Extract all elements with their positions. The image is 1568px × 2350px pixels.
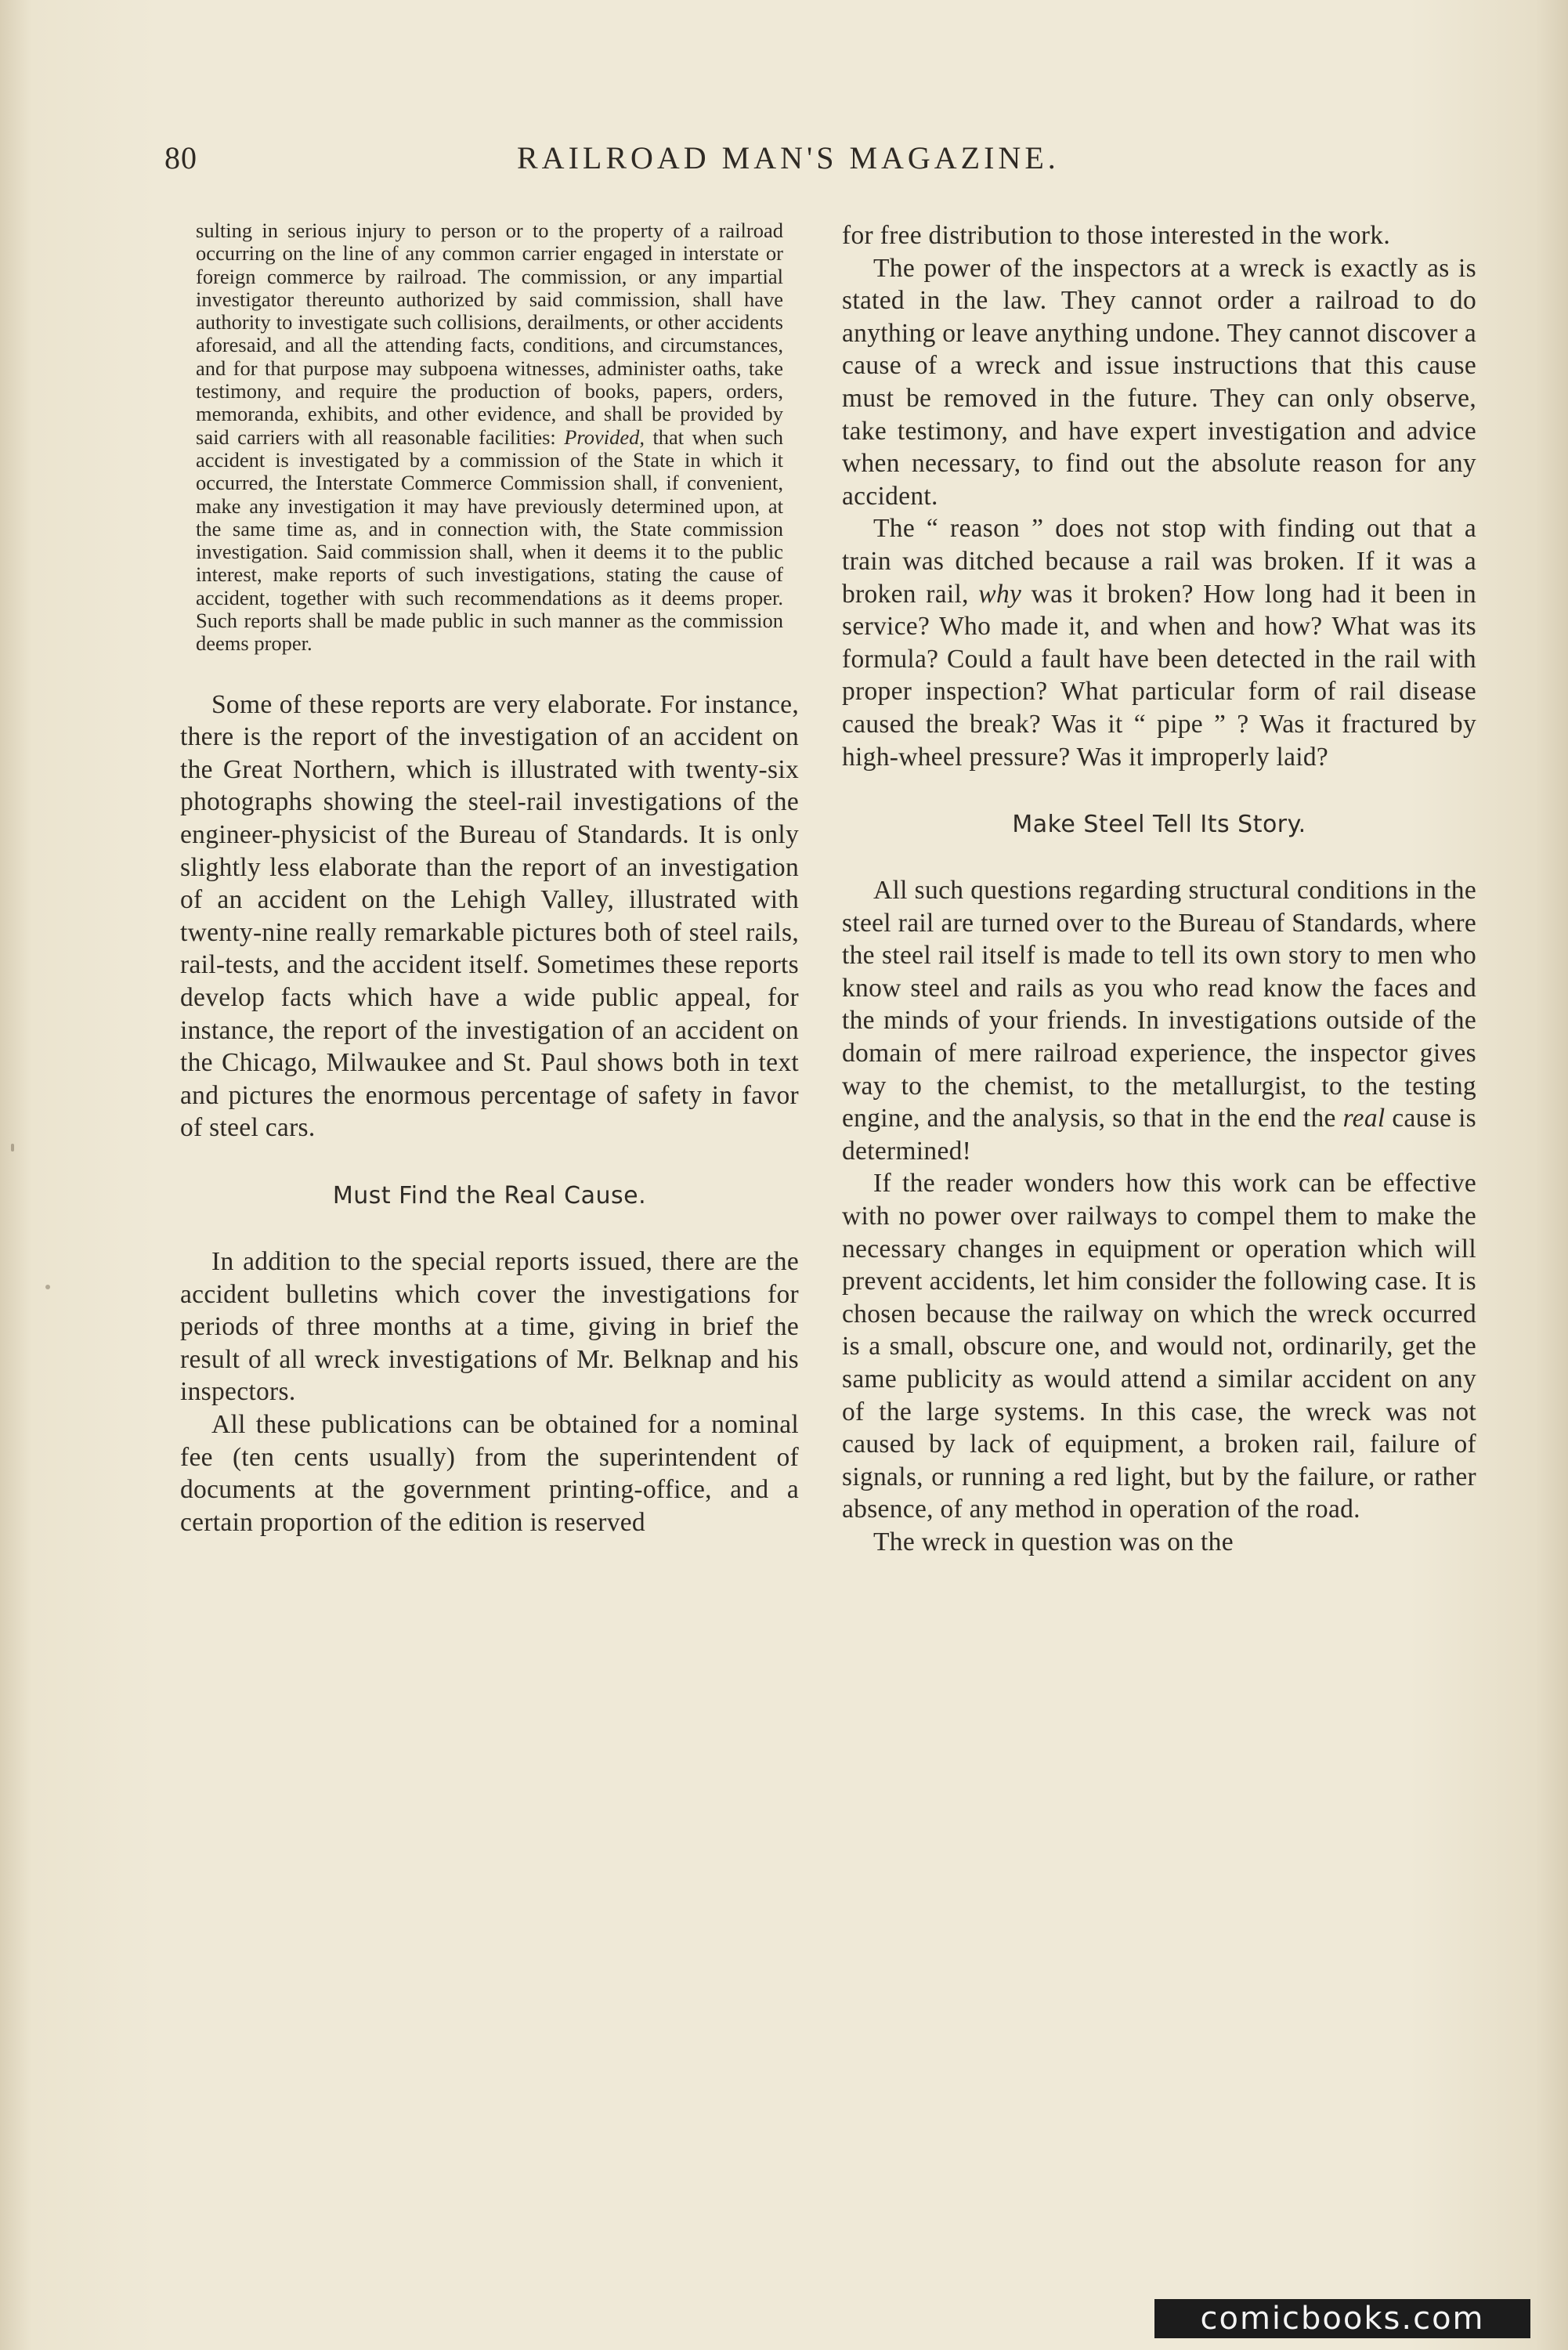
law-quote-end: that when such accident is investigated by a commission of the State in which it occurred, the Interstate Commerce Commission shall, if convenient, make any investigation it may have previously determined upon, at the same time as, and in connection with, the State commission investigation. Said commission shall, when it deems it to the public interest, make reports of such investigations, stating the cause of accident, together with such recommendations as it deems proper. Such reports shall be made public in such manner as the commission deems proper. bbox=[196, 425, 784, 656]
left-column bbox=[180, 219, 799, 1538]
paragraph: In addition to the special reports issued, there are the accident bulletins which cover the investigations for periods of three months at a time, giving in brief the result of all wreck investigations of Mr. Belknap and his inspectors. bbox=[180, 1246, 799, 1407]
paragraph-text: The “ reason ” does not stop with finding out that a train was ditched because a rail was broken. If it was a broken rail, bbox=[842, 514, 1476, 609]
paragraph: Some of these reports are very elaborate. For instance, there is the report of the investigation of an accident on the Great Northern, which is illustrated with twenty-six photographs showing the steel-rail investigations of the engineer-physicist of the Bureau of Standards. It is only slightly less elaborate than the report of an investigation of an accident on the Lehigh Valley, illustrated with twenty-nine really remarkable pictures both of steel rails, rail-tests, and the accident itself. Sometimes these reports develop facts which have a wide public appeal, for instance, the report of the investigation of an accident on the Chicago, Milwaukee and St. Paul shows both in text and pictures the enormous percentage of safety in favor of steel cars. bbox=[180, 689, 799, 1143]
emphasis-real: real bbox=[1342, 1104, 1386, 1133]
watermark: comicbooks.com bbox=[1154, 2299, 1530, 2338]
law-quote-italic: Provided, bbox=[564, 425, 645, 449]
paper-speck bbox=[45, 1285, 50, 1289]
paragraph bbox=[842, 874, 1476, 1167]
subheading: Must Find the Real Cause. bbox=[332, 1181, 647, 1209]
paper-speck bbox=[11, 1144, 14, 1152]
paragraph-text: All such questions regarding structural conditions in the steel rail are turned over to the Bureau of Standards, where the steel rail itself is made to tell its own story to men who know steel and rails as you who read know the faces and the minds of your friends. In investigations outside of the domain of mere railroad experience, the inspector gives way to the chemist, to the metallurgist, to the testing engine, and the analysis, so that in the end the bbox=[842, 876, 1476, 1133]
emphasis-why: why bbox=[978, 579, 1022, 609]
right-column bbox=[842, 219, 1476, 1559]
paragraph: for free distribution to those interested in the work. bbox=[842, 221, 1390, 250]
law-quote-text: sulting in serious injury to person or to the property of a railroad occurring on the line of any common carrier engaged in interstate or foreign commerce by railroad. The commission, or any impartial investigator thereunto authorized by said commission, shall have authority to investigate such collisions, derailments, or other accidents aforesaid, and all the attending facts, conditions, and circumstances, and for that purpose may subpoena witnesses, administer oaths, take testimony, and require the production of books, papers, orders, memoranda, exhibits, and other evidence, and shall be provided by said carriers with all reasonable facilities: bbox=[196, 219, 783, 449]
running-title: RAILROAD MAN'S MAGAZINE. bbox=[517, 140, 1060, 175]
paragraph: The wreck in question was on the bbox=[873, 1527, 1234, 1556]
paragraph bbox=[842, 512, 1476, 773]
paragraph-text: cause is determined! bbox=[842, 1104, 1477, 1166]
page-header bbox=[157, 139, 1472, 186]
law-quote bbox=[180, 219, 799, 656]
paragraph: The power of the inspectors at a wreck is exactly as is stated in the law. They cannot order a railroad to do anything or leave anything undone. They cannot discover a cause of a wreck and issue instructions that this cause must be removed in the future. They can only observe, take testimony, and have expert investigation and advice when necessary, to find out the absolute reason for any accident. bbox=[842, 253, 1477, 511]
paragraph-text: was it broken? How long had it been in service? Who made it, and when and how? What was its formula? Could a fault have been detected in the rail with proper inspection? What particular form of rail disease caused the break? Was it “ pipe ” ? Was it fractured by high-wheel pressure? Was it improperly laid? bbox=[842, 579, 1476, 772]
paragraph: All these publications can be obtained for a nominal fee (ten cents usually) from the superintendent of documents at the government printing-office, and a certain proportion of the edition is reserved bbox=[180, 1409, 799, 1537]
subheading: Make Steel Tell Its Story. bbox=[1012, 811, 1306, 839]
paragraph: If the reader wonders how this work can be effective with no power over railways to compel them to make the necessary changes in equipment or operation which will prevent accidents, let him consider the following case. It is chosen because the railway on which the wreck occurred is a small, obscure one, and would not, ordinarily, get the same publicity as would attend a similar accident on any of the large systems. In this case, the wreck was not caused by lack of equipment, a broken rail, failure of signals, or running a red light, but by the failure, or rather absence, of any method in operation of the road. bbox=[842, 1169, 1476, 1524]
page-number: 80 bbox=[164, 140, 197, 175]
